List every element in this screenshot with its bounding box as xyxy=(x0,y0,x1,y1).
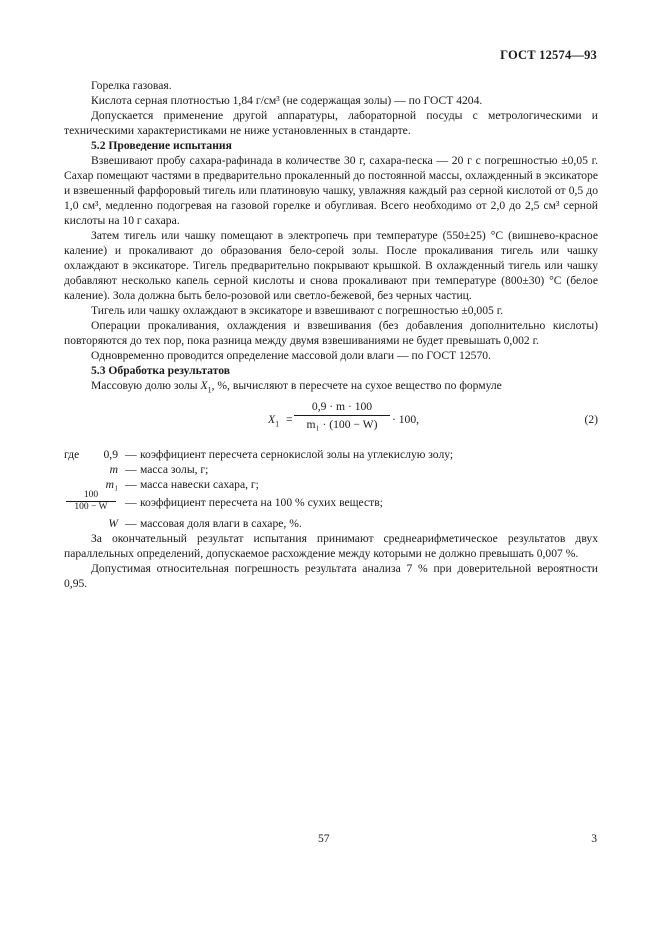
formula-number: (2) xyxy=(584,413,598,426)
formula-numerator: 0,9 · m · 100 xyxy=(294,399,390,416)
where-text: коэффициент пересчета на 100 % сухих веществ; xyxy=(140,496,383,509)
where-fraction xyxy=(66,490,116,513)
variable-subscript: 1 xyxy=(207,385,212,395)
text-run: , %, вычисляют в пересчете на сухое вещество по формуле xyxy=(211,379,502,392)
where-dash: — xyxy=(125,496,137,509)
paragraph: Тигель или чашку охлаждают в эксикаторе и взвешивают с погрешностью ±0,005 г. xyxy=(91,304,504,317)
where-dash: — xyxy=(125,448,137,461)
page-number-right: 3 xyxy=(591,832,597,845)
formula-fraction xyxy=(294,399,390,432)
where-row xyxy=(64,492,598,516)
where-symbol: W xyxy=(108,517,118,530)
formula xyxy=(64,399,598,441)
section-heading: 5.3 Обработка результатов xyxy=(91,364,230,377)
where-text: коэффициент пересчета сернокислой золы на углекислую золу; xyxy=(140,448,454,461)
formula-denominator: m₁ · (100 − W) xyxy=(306,418,378,431)
standard-header: ГОСТ 12574—93 xyxy=(500,48,597,62)
document-body xyxy=(64,78,598,591)
paragraph: Горелка газовая. xyxy=(91,79,172,92)
page-number-center: 57 xyxy=(318,832,330,845)
formula-equals: = xyxy=(286,413,293,426)
where-row xyxy=(64,447,598,462)
formula-lhs-sub: 1 xyxy=(275,419,280,429)
formula-lhs xyxy=(268,412,279,427)
formula-tail: · 100, xyxy=(392,413,420,426)
paragraph: Операции прокаливания, охлаждения и взвешивания (без добавления дополнительно кислоты) повторяются до тех пор, пока разница между двумя взвешиваниями не будет превышать 0,002 г. xyxy=(64,319,598,347)
paragraph: Взвешивают пробу сахара-рафинада в количестве 30 г, сахара-песка — 20 г с погрешностью ±0,05 г. Сахар помещают частями в предварительно прокаленный до постоянной массы, охлажденный в эксикаторе и взвешенный фарфоровый тигель или платиновую чашку, увлажняя каждый раз серной кислотой от 0,5 до 1,0 см³, медленно подогревая на газовой горелке и обугливая. Всего необходимо от 2,0 до 2,5 см³ серной кислоты на 10 г сахара. xyxy=(64,154,598,227)
where-text: масса навески сахара, г; xyxy=(140,478,259,491)
paragraph xyxy=(64,378,598,393)
paragraph: Затем тигель или чашку помещают в электропечь при температуре (550±25) °С (вишнево-красное каление) и прокаливают до образования бело-серой золы. После прокаливания тигель или чашку охлаждают в эксикаторе. Тигель предварительно покрывают крышкой. В охлажденный тигель или чашку добавляют несколько капель серной кислоты и снова прокаливают при температуре (800±30) °С (белое каление). Зола должна быть бело-розовой или светло-бежевой, без черных частиц. xyxy=(64,229,598,302)
where-symbol: m xyxy=(109,463,118,476)
where-dash: — xyxy=(125,463,137,476)
paragraph: Допускается применение другой аппаратуры, лабораторной посуды с метрологическими и техническими характеристиками не ниже установленных в стандарте. xyxy=(64,109,598,137)
where-list xyxy=(64,447,598,531)
where-text: масса золы, г; xyxy=(140,463,209,476)
where-symbol: 0,9 xyxy=(103,448,118,461)
where-row xyxy=(64,516,598,531)
variable: X xyxy=(200,379,208,392)
section-heading: 5.2 Проведение испытания xyxy=(91,139,232,152)
where-label: где xyxy=(64,448,80,461)
formula-lhs-var: X xyxy=(268,413,276,426)
paragraph: Допустимая относительная погрешность результата анализа 7 % при доверительной вероятности 0,95. xyxy=(64,562,598,590)
where-row xyxy=(64,477,598,492)
paragraph: Одновременно проводится определение массовой доли влаги — по ГОСТ 12570. xyxy=(91,349,491,362)
where-fraction-num: 100 xyxy=(66,490,116,502)
where-text: массовая доля влаги в сахаре, %. xyxy=(140,517,302,530)
text-run: Массовую долю золы xyxy=(91,379,201,392)
paragraph: Кислота серная плотностью 1,84 г/см³ (не содержащая золы) — по ГОСТ 4204. xyxy=(91,94,483,107)
where-fraction-den: 100 − W xyxy=(74,502,108,512)
where-row xyxy=(64,462,598,477)
where-symbol: m₁ xyxy=(105,478,118,491)
paragraph: За окончательный результат испытания принимают среднеарифметическое результатов двух параллельных определений, допускаемое расхождение между которыми не должно превышать 0,007 %. xyxy=(64,532,598,560)
where-dash: — xyxy=(125,478,137,491)
where-dash: — xyxy=(125,517,137,530)
